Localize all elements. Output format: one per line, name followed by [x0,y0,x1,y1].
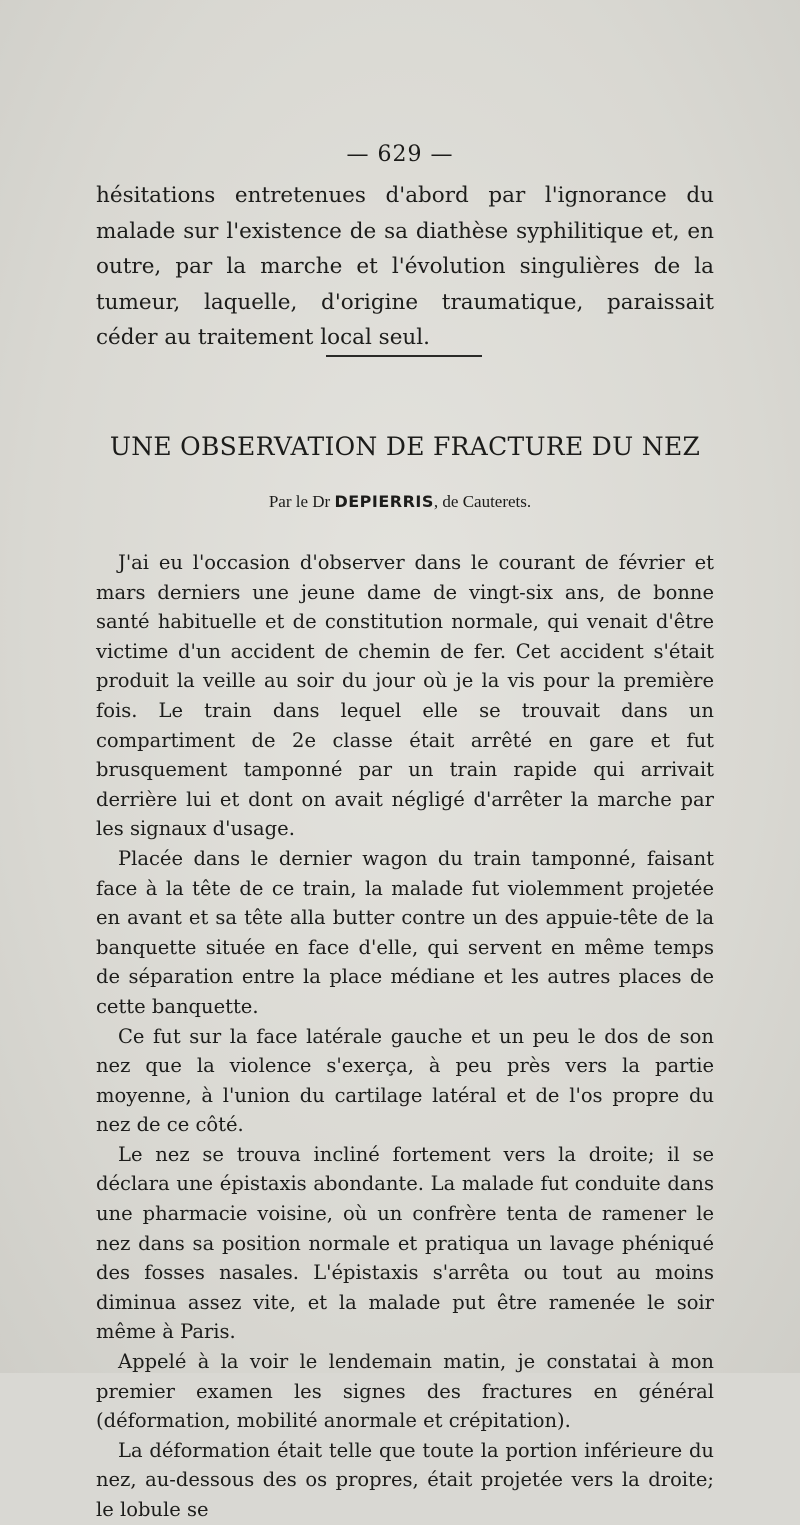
previous-article-continuation [96,178,714,356]
page-number: — 629 — [346,142,454,167]
paragraph-4: Le nez se trouva incliné fortement vers la droite; il se déclara une épistaxis abondante. La malade fut conduite dans une pharmacie voisine, où un confrère tenta de ramener le nez dans sa position normale et pratiqua un lavage phéniqué des fosses nasales. L'épistaxis s'arrêta ou tout au moins diminua assez vite, et la malade put être ramenée le soir même à Paris. [96,1142,714,1344]
paragraph-3: Ce fut sur la face latérale gauche et un peu le dos de son nez que la violence s'exerça, à peu près vers la partie moyenne, à l'union du cartilage latéral et de l'os propre du nez de ce côté. [96,1024,714,1137]
paragraph-2: Placée dans le dernier wagon du train tamponné, faisant face à la tête de ce train, la malade fut violemment projetée en avant et sa tête alla butter contre un des appuie-tête de la banquette située en face d'elle, qui servent en même temps de séparation entre la place médiane et les autres places de cette banquette. [96,846,714,1018]
article-title: UNE OBSERVATION DE FRACTURE DU NEZ [109,432,701,461]
byline [0,492,800,512]
byline-prefix: Par le Dr [268,492,331,511]
paragraph-6: La déformation était telle que toute la portion inférieure du nez, au-dessous des os propres, était projetée vers la droite; le lobule se [96,1438,714,1521]
author-name: DEPIERRIS [334,492,434,511]
paragraph-5: Appelé à la voir le lendemain matin, je constatai à mon premier examen les signes des fractures en général (déformation, mobilité anormale et crépitation). [96,1350,714,1433]
byline-suffix: , de Cauterets. [433,492,532,511]
section-divider [326,355,482,357]
paragraph-1: J'ai eu l'occasion d'observer dans le courant de février et mars derniers une jeune dame de vingt-six ans, de bonne santé habituelle et de constitution normale, qui venait d'être victime d'un accident de chemin de fer. Cet accident s'était produit la veille au soir du jour où je la vis pour la première fois. Le train dans lequel elle se trouvait dans un compartiment de 2e classe était arrêté en gare et fut brusquement tamponné par un train rapide qui arrivait derrière lui et dont on avait négligé d'arrêter la marche par les signaux d'usage. [96,551,714,841]
article-body [96,548,714,1525]
closing-paragraph: hésitations entretenues d'abord par l'ignorance du malade sur l'existence de sa diathèse syphilitique et, en outre, par la marche et l'évolution singulières de la tumeur, laquelle, d'origine traumatique, paraissait céder au traitement local seul. [96,183,714,350]
